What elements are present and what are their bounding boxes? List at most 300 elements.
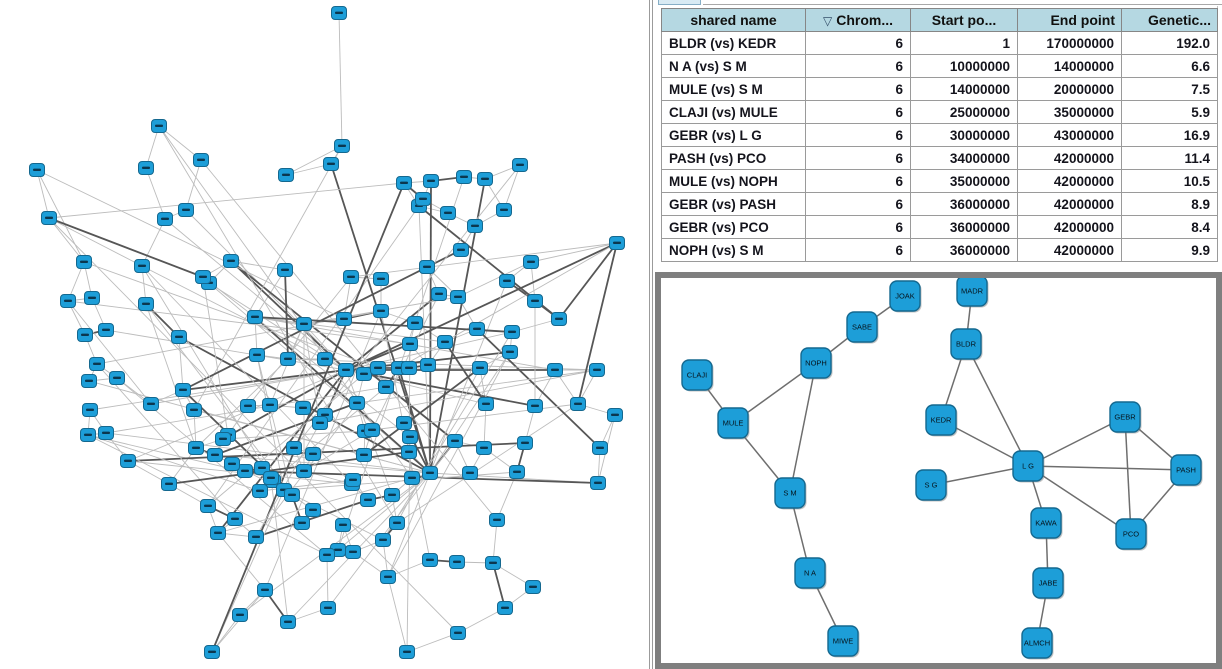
network-node[interactable] — [248, 311, 263, 324]
network-node[interactable] — [224, 255, 239, 268]
network-node[interactable] — [318, 353, 333, 366]
node-label: NOPH — [805, 358, 827, 368]
network-node[interactable] — [403, 338, 418, 351]
node-label-illegible — [374, 367, 382, 369]
network-node[interactable] — [110, 372, 125, 385]
network-node[interactable] — [381, 571, 396, 584]
network-node[interactable] — [775, 478, 807, 510]
network-node[interactable] — [216, 433, 231, 446]
node-label-illegible — [251, 316, 259, 318]
node-label-illegible — [501, 607, 509, 609]
column-header-end-point[interactable] — [1018, 9, 1122, 32]
node-label-illegible — [300, 323, 308, 325]
network-node[interactable] — [297, 465, 312, 478]
node-label-illegible — [338, 145, 346, 147]
node-label-illegible — [298, 522, 306, 524]
node-label-illegible — [377, 278, 385, 280]
network-node[interactable] — [172, 331, 187, 344]
table-row[interactable] — [662, 124, 1218, 147]
node-label-illegible — [253, 354, 261, 356]
network-edge[interactable] — [146, 168, 165, 219]
node-label: PCO — [1122, 529, 1140, 539]
network-node[interactable] — [297, 318, 312, 331]
node-label: GEBR — [1114, 412, 1136, 422]
node-label-illegible — [349, 479, 357, 481]
network-node[interactable] — [432, 288, 447, 301]
network-node[interactable] — [468, 220, 483, 233]
network-node[interactable] — [346, 474, 361, 487]
network-edge[interactable] — [186, 160, 201, 210]
value-cell: 25000000 — [911, 101, 1018, 124]
node-label-illegible — [80, 261, 88, 263]
network-node[interactable] — [498, 602, 513, 615]
table-row[interactable] — [662, 147, 1218, 170]
network-edge[interactable] — [146, 304, 196, 448]
network-node[interactable] — [357, 449, 372, 462]
network-node[interactable] — [228, 513, 243, 526]
table-tab-remnant[interactable] — [658, 0, 701, 5]
network-node[interactable] — [457, 171, 472, 184]
network-node[interactable] — [591, 477, 606, 490]
network-node[interactable] — [548, 364, 563, 377]
network-node[interactable] — [337, 313, 352, 326]
network-node[interactable] — [365, 424, 380, 437]
node-label-illegible — [516, 164, 524, 166]
network-node[interactable] — [524, 256, 539, 269]
network-node[interactable] — [951, 329, 983, 361]
column-header-chromosome[interactable] — [806, 9, 911, 32]
value-cell: 6 — [806, 170, 911, 193]
column-header-genetic[interactable] — [1122, 9, 1218, 32]
value-cell: 9.9 — [1122, 239, 1218, 262]
network-node[interactable] — [83, 404, 98, 417]
network-node[interactable] — [682, 360, 714, 392]
network-node[interactable] — [828, 626, 860, 658]
network-node[interactable] — [424, 175, 439, 188]
node-label-illegible — [503, 280, 511, 282]
value-cell: 11.4 — [1122, 147, 1218, 170]
network-node[interactable] — [253, 485, 268, 498]
network-node[interactable] — [795, 558, 827, 590]
network-node[interactable] — [281, 616, 296, 629]
network-edge[interactable] — [159, 126, 397, 523]
node-label: N A — [803, 568, 817, 578]
network-node[interactable] — [187, 404, 202, 417]
network-node[interactable] — [847, 312, 879, 344]
network-node[interactable] — [451, 627, 466, 640]
node-label-illegible — [379, 539, 387, 541]
network-node[interactable] — [321, 602, 336, 615]
value-cell: 34000000 — [911, 147, 1018, 170]
network-node[interactable] — [241, 400, 256, 413]
network-node[interactable] — [189, 442, 204, 455]
detail-network-canvas[interactable] — [661, 278, 1216, 663]
value-cell: 14000000 — [911, 78, 1018, 101]
network-node[interactable] — [208, 449, 223, 462]
node-label-illegible — [382, 386, 390, 388]
node-label: PASH — [1176, 465, 1196, 475]
node-label-illegible — [102, 432, 110, 434]
network-node[interactable] — [287, 442, 302, 455]
node-label-illegible — [241, 470, 249, 472]
network-node[interactable] — [957, 278, 989, 308]
network-node[interactable] — [350, 397, 365, 410]
column-header-shared-name[interactable] — [662, 9, 806, 32]
node-label-illegible — [508, 331, 516, 333]
node-label-illegible — [288, 494, 296, 496]
network-node[interactable] — [608, 409, 623, 422]
table-row[interactable] — [662, 170, 1218, 193]
node-label: L G — [1022, 461, 1034, 471]
network-node[interactable] — [162, 478, 177, 491]
network-node[interactable] — [371, 362, 386, 375]
network-node[interactable] — [450, 556, 465, 569]
node-label-illegible — [551, 369, 559, 371]
network-edge[interactable] — [37, 170, 49, 218]
node-label-illegible — [411, 322, 419, 324]
network-node[interactable] — [194, 154, 209, 167]
network-node[interactable] — [408, 317, 423, 330]
network-node[interactable] — [379, 381, 394, 394]
network-node[interactable] — [374, 305, 389, 318]
table-row[interactable] — [662, 78, 1218, 101]
node-label-illegible — [199, 276, 207, 278]
network-edge[interactable] — [49, 218, 142, 266]
network-node[interactable] — [420, 261, 435, 274]
node-label-illegible — [531, 405, 539, 407]
node-label-illegible — [142, 167, 150, 169]
node-label-illegible — [85, 380, 93, 382]
network-node[interactable] — [926, 405, 958, 437]
node-label-illegible — [405, 451, 413, 453]
network-node[interactable] — [374, 273, 389, 286]
network-node[interactable] — [279, 169, 294, 182]
network-node[interactable] — [344, 271, 359, 284]
network-node[interactable] — [296, 402, 311, 415]
network-node[interactable] — [233, 609, 248, 622]
network-node[interactable] — [441, 207, 456, 220]
node-label: SABE — [851, 322, 873, 332]
network-node[interactable] — [85, 292, 100, 305]
filter-icon: ▽ — [822, 14, 833, 28]
network-node[interactable] — [82, 375, 97, 388]
column-label: Genetic... — [1147, 12, 1211, 28]
network-node[interactable] — [397, 177, 412, 190]
node-label-illegible — [175, 336, 183, 338]
network-node[interactable] — [571, 398, 586, 411]
value-cell: 6 — [806, 193, 911, 216]
node-label-illegible — [88, 297, 96, 299]
node-label-illegible — [147, 403, 155, 405]
node-label: JABE — [1038, 578, 1058, 588]
node-label-illegible — [208, 651, 216, 653]
network-node[interactable] — [158, 213, 173, 226]
network-edge[interactable] — [49, 183, 404, 218]
shared-name-cell: PASH (vs) PCO — [662, 147, 806, 170]
network-edge[interactable] — [68, 301, 151, 404]
column-label: End point — [1050, 12, 1115, 28]
value-cell: 20000000 — [1018, 78, 1122, 101]
network-node[interactable] — [324, 158, 339, 171]
network-edge[interactable] — [966, 344, 1028, 466]
network-edge[interactable] — [142, 266, 346, 370]
network-node[interactable] — [211, 527, 226, 540]
table-header-row — [662, 9, 1218, 32]
network-node[interactable] — [176, 384, 191, 397]
network-node[interactable] — [385, 489, 400, 502]
network-node[interactable] — [526, 581, 541, 594]
network-node[interactable] — [470, 323, 485, 336]
network-node[interactable] — [490, 514, 505, 527]
network-node[interactable] — [473, 362, 488, 375]
network-node[interactable] — [528, 400, 543, 413]
network-node[interactable] — [486, 557, 501, 570]
network-edge[interactable] — [339, 13, 342, 146]
network-node[interactable] — [320, 549, 335, 562]
network-node[interactable] — [135, 260, 150, 273]
node-label-illegible — [419, 198, 427, 200]
network-node[interactable] — [402, 446, 417, 459]
network-node[interactable] — [225, 458, 240, 471]
network-node[interactable] — [500, 275, 515, 288]
network-node[interactable] — [144, 398, 159, 411]
node-label-illegible — [426, 472, 434, 474]
node-label-illegible — [340, 318, 348, 320]
node-label-illegible — [86, 409, 94, 411]
network-node[interactable] — [121, 455, 136, 468]
panel-splitter[interactable] — [649, 0, 650, 669]
network-node[interactable] — [421, 359, 436, 372]
network-node[interactable] — [610, 237, 625, 250]
network-node[interactable] — [890, 281, 922, 313]
network-node[interactable] — [285, 489, 300, 502]
network-edge[interactable] — [165, 219, 346, 370]
table-row[interactable] — [662, 101, 1218, 124]
network-node[interactable] — [916, 470, 948, 502]
network-node[interactable] — [552, 313, 567, 326]
network-node[interactable] — [497, 204, 512, 217]
node-label-illegible — [321, 414, 329, 416]
column-label: Chrom... — [836, 12, 893, 28]
node-label-illegible — [113, 377, 121, 379]
network-node[interactable] — [264, 472, 279, 485]
network-node[interactable] — [201, 500, 216, 513]
network-node[interactable] — [451, 291, 466, 304]
network-edge[interactable] — [1125, 417, 1131, 534]
network-node[interactable] — [448, 435, 463, 448]
node-label-illegible — [124, 460, 132, 462]
network-node[interactable] — [518, 437, 533, 450]
network-node[interactable] — [403, 431, 418, 444]
node-label-illegible — [405, 367, 413, 369]
network-node[interactable] — [99, 427, 114, 440]
shared-name-cell: NOPH (vs) S M — [662, 239, 806, 262]
network-node[interactable] — [361, 494, 376, 507]
node-label-illegible — [219, 438, 227, 440]
network-node[interactable] — [510, 466, 525, 479]
value-cell: 42000000 — [1018, 193, 1122, 216]
network-node[interactable] — [250, 349, 265, 362]
value-cell: 7.5 — [1122, 78, 1218, 101]
network-edge[interactable] — [37, 170, 344, 319]
network-node[interactable] — [1171, 455, 1203, 487]
node-label-illegible — [244, 405, 252, 407]
node-label: CLAJI — [686, 370, 708, 380]
node-label-illegible — [197, 159, 205, 161]
network-node[interactable] — [376, 534, 391, 547]
network-node[interactable] — [1013, 451, 1045, 483]
network-node[interactable] — [306, 448, 321, 461]
node-label-illegible — [451, 440, 459, 442]
value-cell: 6 — [806, 147, 911, 170]
network-node[interactable] — [590, 364, 605, 377]
network-node[interactable] — [99, 324, 114, 337]
network-node[interactable] — [513, 159, 528, 172]
node-label-illegible — [521, 442, 529, 444]
network-node[interactable] — [77, 256, 92, 269]
network-node[interactable] — [81, 429, 96, 442]
network-node[interactable] — [90, 358, 105, 371]
network-node[interactable] — [402, 362, 417, 375]
network-node[interactable] — [593, 442, 608, 455]
node-label-illegible — [33, 169, 41, 171]
network-node[interactable] — [335, 140, 350, 153]
node-label-illegible — [406, 436, 414, 438]
network-edge[interactable] — [388, 577, 407, 652]
network-edge[interactable] — [212, 183, 404, 652]
network-node[interactable] — [423, 554, 438, 567]
node-label-illegible — [426, 559, 434, 561]
table-row[interactable] — [662, 193, 1218, 216]
network-node[interactable] — [313, 417, 328, 430]
node-label-illegible — [335, 12, 343, 14]
node-label-illegible — [393, 522, 401, 524]
network-node[interactable] — [397, 417, 412, 430]
network-node[interactable] — [503, 346, 518, 359]
network-node[interactable] — [505, 326, 520, 339]
network-node[interactable] — [179, 204, 194, 217]
network-node[interactable] — [30, 164, 45, 177]
network-node[interactable] — [205, 646, 220, 659]
column-header-start-position[interactable] — [911, 9, 1018, 32]
network-node[interactable] — [295, 517, 310, 530]
node-label-illegible — [258, 467, 266, 469]
table-row[interactable] — [662, 216, 1218, 239]
value-cell: 35000000 — [1018, 101, 1122, 124]
network-node[interactable] — [152, 120, 167, 133]
network-node[interactable] — [332, 7, 347, 20]
node-label-illegible — [453, 561, 461, 563]
value-cell: 42000000 — [1018, 239, 1122, 262]
network-node[interactable] — [139, 162, 154, 175]
network-edge[interactable] — [351, 243, 617, 277]
panel-splitter[interactable] — [652, 0, 653, 669]
network-node[interactable] — [423, 467, 438, 480]
node-label-illegible — [574, 403, 582, 405]
table-row[interactable] — [662, 55, 1218, 78]
node-label-illegible — [339, 524, 347, 526]
network-node[interactable] — [463, 467, 478, 480]
node-label-illegible — [138, 265, 146, 267]
node-label-illegible — [353, 402, 361, 404]
node-label-illegible — [300, 470, 308, 472]
network-node[interactable] — [528, 295, 543, 308]
node-label-illegible — [252, 536, 260, 538]
network-node[interactable] — [390, 517, 405, 530]
node-label-illegible — [84, 434, 92, 436]
node-label-illegible — [161, 218, 169, 220]
node-label-illegible — [466, 472, 474, 474]
node-label-illegible — [309, 509, 317, 511]
network-node[interactable] — [336, 519, 351, 532]
network-edge[interactable] — [1028, 466, 1186, 470]
node-label-illegible — [284, 358, 292, 360]
network-node[interactable] — [1033, 568, 1065, 600]
node-label-illegible — [388, 494, 396, 496]
network-node[interactable] — [339, 364, 354, 377]
table-row[interactable] — [662, 32, 1218, 55]
network-node[interactable] — [346, 546, 361, 559]
node-label-illegible — [299, 407, 307, 409]
node-label-illegible — [267, 477, 275, 479]
network-node[interactable] — [1022, 628, 1054, 660]
value-cell: 6.6 — [1122, 55, 1218, 78]
node-label-illegible — [368, 429, 376, 431]
network-node[interactable] — [263, 399, 278, 412]
network-node[interactable] — [306, 504, 321, 517]
panel-divider-line — [703, 4, 1222, 5]
node-label-illegible — [214, 532, 222, 534]
table-row[interactable] — [662, 239, 1218, 262]
network-node[interactable] — [478, 173, 493, 186]
network-node[interactable] — [357, 368, 372, 381]
network-edge[interactable] — [388, 352, 510, 577]
network-node[interactable] — [42, 212, 57, 225]
network-node[interactable] — [416, 193, 431, 206]
network-node[interactable] — [139, 298, 154, 311]
network-node[interactable] — [801, 348, 833, 380]
node-label-illegible — [192, 447, 200, 449]
network-node[interactable] — [438, 336, 453, 349]
network-node[interactable] — [258, 584, 273, 597]
network-node[interactable] — [249, 531, 264, 544]
network-edge[interactable] — [407, 437, 410, 652]
network-node[interactable] — [78, 329, 93, 342]
network-node[interactable] — [1116, 519, 1148, 551]
network-node[interactable] — [196, 271, 211, 284]
network-node[interactable] — [1031, 508, 1063, 540]
value-cell: 16.9 — [1122, 124, 1218, 147]
network-node[interactable] — [278, 264, 293, 277]
node-label-illegible — [471, 225, 479, 227]
network-edge[interactable] — [248, 277, 351, 406]
node-label-illegible — [457, 249, 465, 251]
network-node[interactable] — [718, 408, 750, 440]
network-edge[interactable] — [179, 337, 183, 390]
network-node[interactable] — [479, 398, 494, 411]
value-cell: 8.4 — [1122, 216, 1218, 239]
network-node[interactable] — [400, 646, 415, 659]
node-label-illegible — [441, 341, 449, 343]
network-edge[interactable] — [790, 363, 816, 493]
network-node[interactable] — [1110, 402, 1142, 434]
network-node[interactable] — [61, 295, 76, 308]
network-node[interactable] — [477, 442, 492, 455]
network-node[interactable] — [405, 472, 420, 485]
node-label-illegible — [231, 518, 239, 520]
network-node[interactable] — [281, 353, 296, 366]
network-node[interactable] — [454, 244, 469, 257]
